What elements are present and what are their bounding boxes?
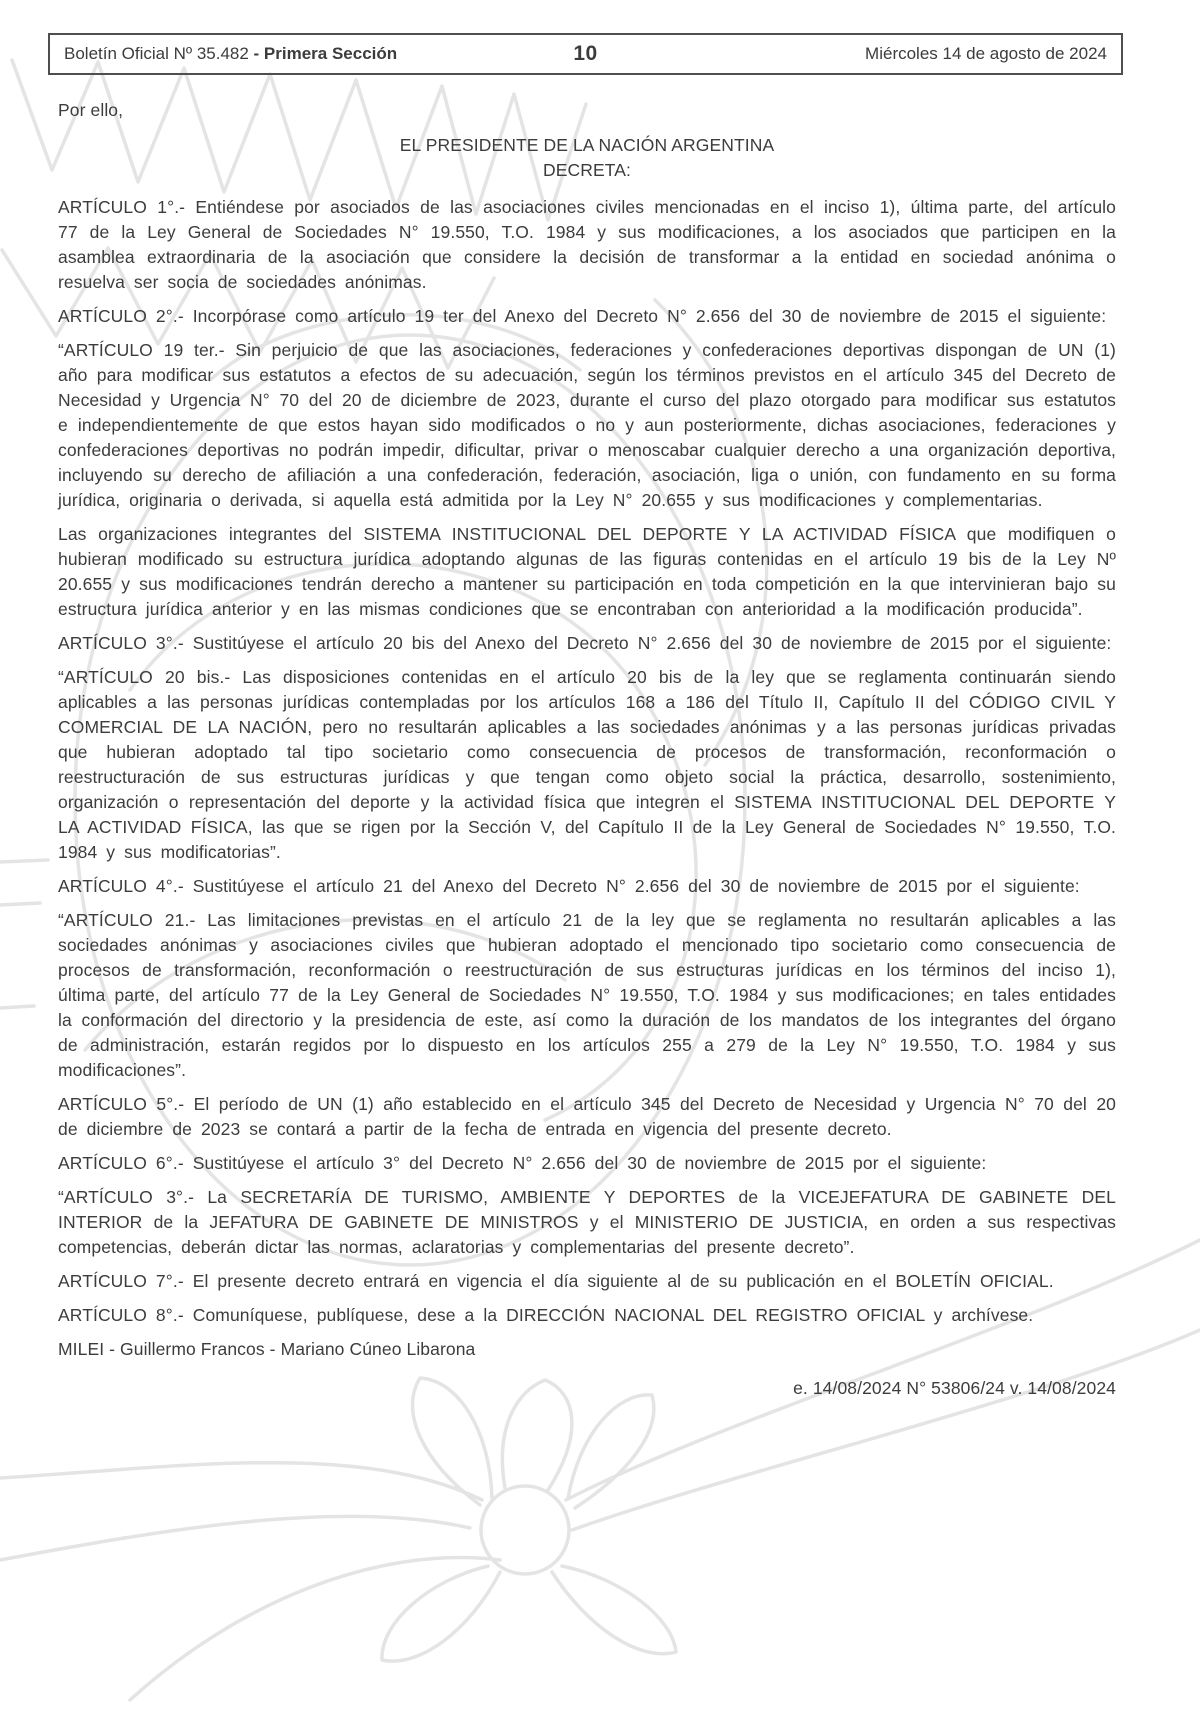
publication-note: e. 14/08/2024 N° 53806/24 v. 14/08/2024 — [793, 1378, 1116, 1398]
page-header — [48, 33, 1123, 75]
organizations-paragraph: Las organizaciones integrantes del SISTEMA INSTITUCIONAL DEL DEPORTE Y LA ACTIVIDAD FÍSICA que modifiquen o hubieran modificado su estructura jurídica adoptando algunas de las figuras contenidas en el artículo 19 bis de la Ley Nº 20.655 y sus modificaciones tendrán derecho a mantener su participación en toda competición en la que intervinieran bajo su estructura jurídica anterior y en las mismas condiciones que se encontraban con anterioridad a la modificación producida”. — [58, 524, 1116, 619]
article-21-quote: “ARTÍCULO 21.- Las limitaciones previstas en el artículo 21 de la ley que se reglamenta no resultarán aplicables a las sociedades anónimas y asociaciones civiles que hubieran adoptado el mencionado tipo societario como consecuencia de procesos de transformación, reconformación o reestructuración de sus estructuras jurídicas en los términos del inciso 1), última parte, del artículo 77 de la Ley General de Sociedades N° 19.550, T.O. 1984 y sus modificaciones; en tales entidades la conformación del directorio y la presidencia de este, así como la duración de los mandatos de los integrantes del órgano de administración, estarán regidos por lo dispuesto en los artículos 255 a 279 de la Ley N° 19.550, T.O. 1984 y sus modificaciones”. — [58, 910, 1116, 1080]
article-2-paragraph: ARTÍCULO 2°.- Incorpórase como artículo 19 ter del Anexo del Decreto N° 2.656 del 30 de noviembre de 2015 el siguiente: — [58, 306, 1107, 326]
article-8-paragraph: ARTÍCULO 8°.- Comuníquese, publíquese, dese a la DIRECCIÓN NACIONAL DEL REGISTRO OFICIAL y archívese. — [58, 1305, 1034, 1325]
signature-line: MILEI - Guillermo Francos - Mariano Cúneo Libarona — [58, 1339, 476, 1359]
decree-authority-line: EL PRESIDENTE DE LA NACIÓN ARGENTINA — [399, 135, 775, 155]
article-1-paragraph: ARTÍCULO 1°.- Entiéndese por asociados de las asociaciones civiles mencionadas en el inciso 1), última parte, del artículo 77 de la Ley General de Sociedades N° 19.550, T.O. 1984 y sus modificaciones, a los asociados que participen en la asamblea extraordinaria de la asociación que considere la decisión de transformar a la entidad en sociedad anónima o resuelva ser socia de sociedades anónimas. — [58, 197, 1116, 292]
intro-line: Por ello, — [58, 100, 124, 120]
article-3-paragraph: ARTÍCULO 3°.- Sustitúyese el artículo 20 bis del Anexo del Decreto N° 2.656 del 30 de noviembre de 2015 por el siguiente: — [58, 633, 1112, 653]
document-body — [58, 98, 1116, 1410]
decree-action-line: DECRETA: — [543, 160, 631, 180]
gazette-title — [64, 44, 546, 64]
article-20bis-quote: “ARTÍCULO 20 bis.- Las disposiciones contenidas en el artículo 20 bis de la ley que se reglamenta continuarán siendo aplicables a las personas jurídicas contempladas por los artículos 168 a 186 del Título II, Capítulo II del CÓDIGO CIVIL Y COMERCIAL DE LA NACIÓN, pero no resultarán aplicables a las sociedades anónimas y a las personas jurídicas privadas que hubieran adoptado tal tipo societario como consecuencia de procesos de transformación, reconformación o reestructuración de sus estructuras jurídicas y que tengan como objeto social la práctica, desarrollo, sostenimiento, organización o representación del deporte y la actividad física que integren el SISTEMA INSTITUCIONAL DEL DEPORTE Y LA ACTIVIDAD FÍSICA, las que se rigen por la Sección V, del Capítulo II de la Ley General de Sociedades N° 19.550, T.O. 1984 y sus modificatorias”. — [58, 667, 1116, 862]
gazette-section: - Primera Sección — [253, 44, 398, 63]
article-5-paragraph: ARTÍCULO 5°.- El período de UN (1) año establecido en el artículo 345 del Decreto de Necesidad y Urgencia N° 70 del 20 de diciembre de 2023 se contará a partir de la fecha de entrada en vigencia del presente decreto. — [58, 1094, 1116, 1139]
article-19ter-quote: “ARTÍCULO 19 ter.- Sin perjuicio de que las asociaciones, federaciones y confederaciones deportivas dispongan de UN (1) año para modificar sus estatutos a efectos de su adecuación, según los términos previstos en el artículo 345 del Decreto de Necesidad y Urgencia N° 70 del 20 de diciembre de 2023, durante el curso del plazo otorgado para modificar sus estatutos e independientemente de que estos hayan sido modificados o no y aun posteriormente, dichas asociaciones, federaciones y confederaciones deportivas no podrán impedir, dificultar, privar o menoscabar cualquier derecho a una organización deportiva, incluyendo su derecho de afiliación a una confederación, federación, asociación, liga o unión, con fundamento en su forma jurídica, originaria o derivada, si aquella está admitida por la Ley N° 20.655 y sus modificaciones y complementarias. — [58, 340, 1116, 510]
article-3-quote: “ARTÍCULO 3°.- La SECRETARÍA DE TURISMO, AMBIENTE Y DEPORTES de la VICEJEFATURA DE GABINETE DEL INTERIOR de la JEFATURA DE GABINETE DE MINISTROS y el MINISTERIO DE JUSTICIA, en orden a sus respectivas competencias, deberán dictar las normas, aclaratorias y complementarias del presente decreto”. — [58, 1187, 1116, 1257]
page-number: 10 — [573, 42, 598, 65]
article-7-paragraph: ARTÍCULO 7°.- El presente decreto entrará en vigencia el día siguiente al de su publicación en el BOLETÍN OFICIAL. — [58, 1271, 1054, 1291]
article-6-paragraph: ARTÍCULO 6°.- Sustitúyese el artículo 3° del Decreto N° 2.656 del 30 de noviembre de 2015 por el siguiente: — [58, 1153, 987, 1173]
header-date: Miércoles 14 de agosto de 2024 — [865, 44, 1107, 63]
gazette-number: Boletín Oficial Nº 35.482 — [64, 44, 254, 63]
article-4-paragraph: ARTÍCULO 4°.- Sustitúyese el artículo 21 del Anexo del Decreto N° 2.656 del 30 de noviembre de 2015 por el siguiente: — [58, 876, 1080, 896]
